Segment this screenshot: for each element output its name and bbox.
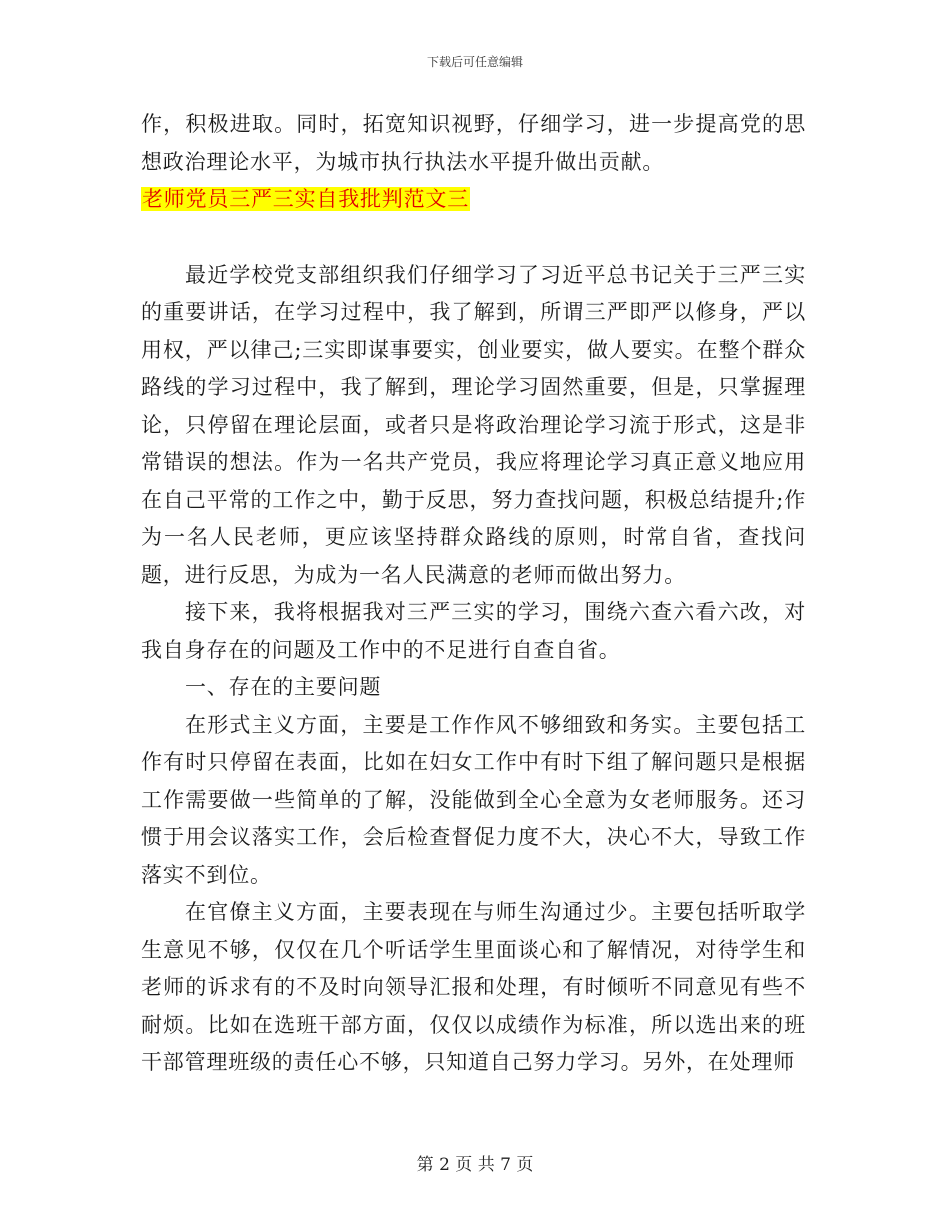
section-heading-problems: 一、存在的主要问题 (185, 675, 382, 699)
document-body (141, 106, 806, 1082)
page-header (0, 54, 950, 70)
continued-paragraph: 作，积极进取。同时，拓宽知识视野，仔细学习，进一步提高党的思想政治理论水平，为城市执行执法水平提升做出贡献。 (141, 112, 806, 174)
section-title-line (141, 181, 806, 219)
blank-line (141, 219, 806, 257)
section-title: 老师党员三严三实自我批判范文三 (142, 187, 469, 211)
paragraph-formalism: 在形式主义方面，主要是工作作风不够细致和务实。主要包括工作有时只停留在表面，比如在妇女工作中有时下组了解问题只是根据工作需要做一些简单的了解，没能做到全心全意为女老师服务。还习惯于用会议落实工作，会后检查督促力度不大，决心不大，导致工作落实不到位。 (141, 712, 806, 887)
page-footer (0, 1154, 950, 1176)
paragraph-next-steps: 接下来，我将根据我对三严三实的学习，围绕六查六看六改，对我自身存在的问题及工作中的不足进行自查自省。 (141, 600, 806, 662)
paragraph-bureaucratism: 在官僚主义方面，主要表现在与师生沟通过少。主要包括听取学生意见不够，仅仅在几个听话学生里面谈心和了解情况，对待学生和老师的诉求有的不及时向领导汇报和处理，有时倾听不同意见有些不耐烦。比如在选班干部方面，仅仅以成绩作为标准，所以选出来的班干部管理班级的责任心不够，只知道自己努力学习。另外，在处理师 (141, 900, 806, 1074)
paragraph-intro: 最近学校党支部组织我们仔细学习了习近平总书记关于三严三实的重要讲话，在学习过程中，我了解到，所谓三严即严以修身，严以用权，严以律己;三实即谋事要实，创业要实，做人要实。在整个群众路线的学习过程中，我了解到，理论学习固然重要，但是，只掌握理论，只停留在理论层面，或者只是将政治理论学习流于形式，这是非常错误的想法。作为一名共产党员，我应将理论学习真正意义地应用在自己平常的工作之中，勤于反思，努力查找问题，积极总结提升;作为一名人民老师，更应该坚持群众路线的原则，时常自省，查找问题，进行反思，为成为一名人民满意的老师而做出努力。 (141, 262, 806, 587)
header-text: 下载后可任意编辑 (426, 55, 523, 69)
page-number: 第 2 页 共 7 页 (416, 1155, 534, 1175)
